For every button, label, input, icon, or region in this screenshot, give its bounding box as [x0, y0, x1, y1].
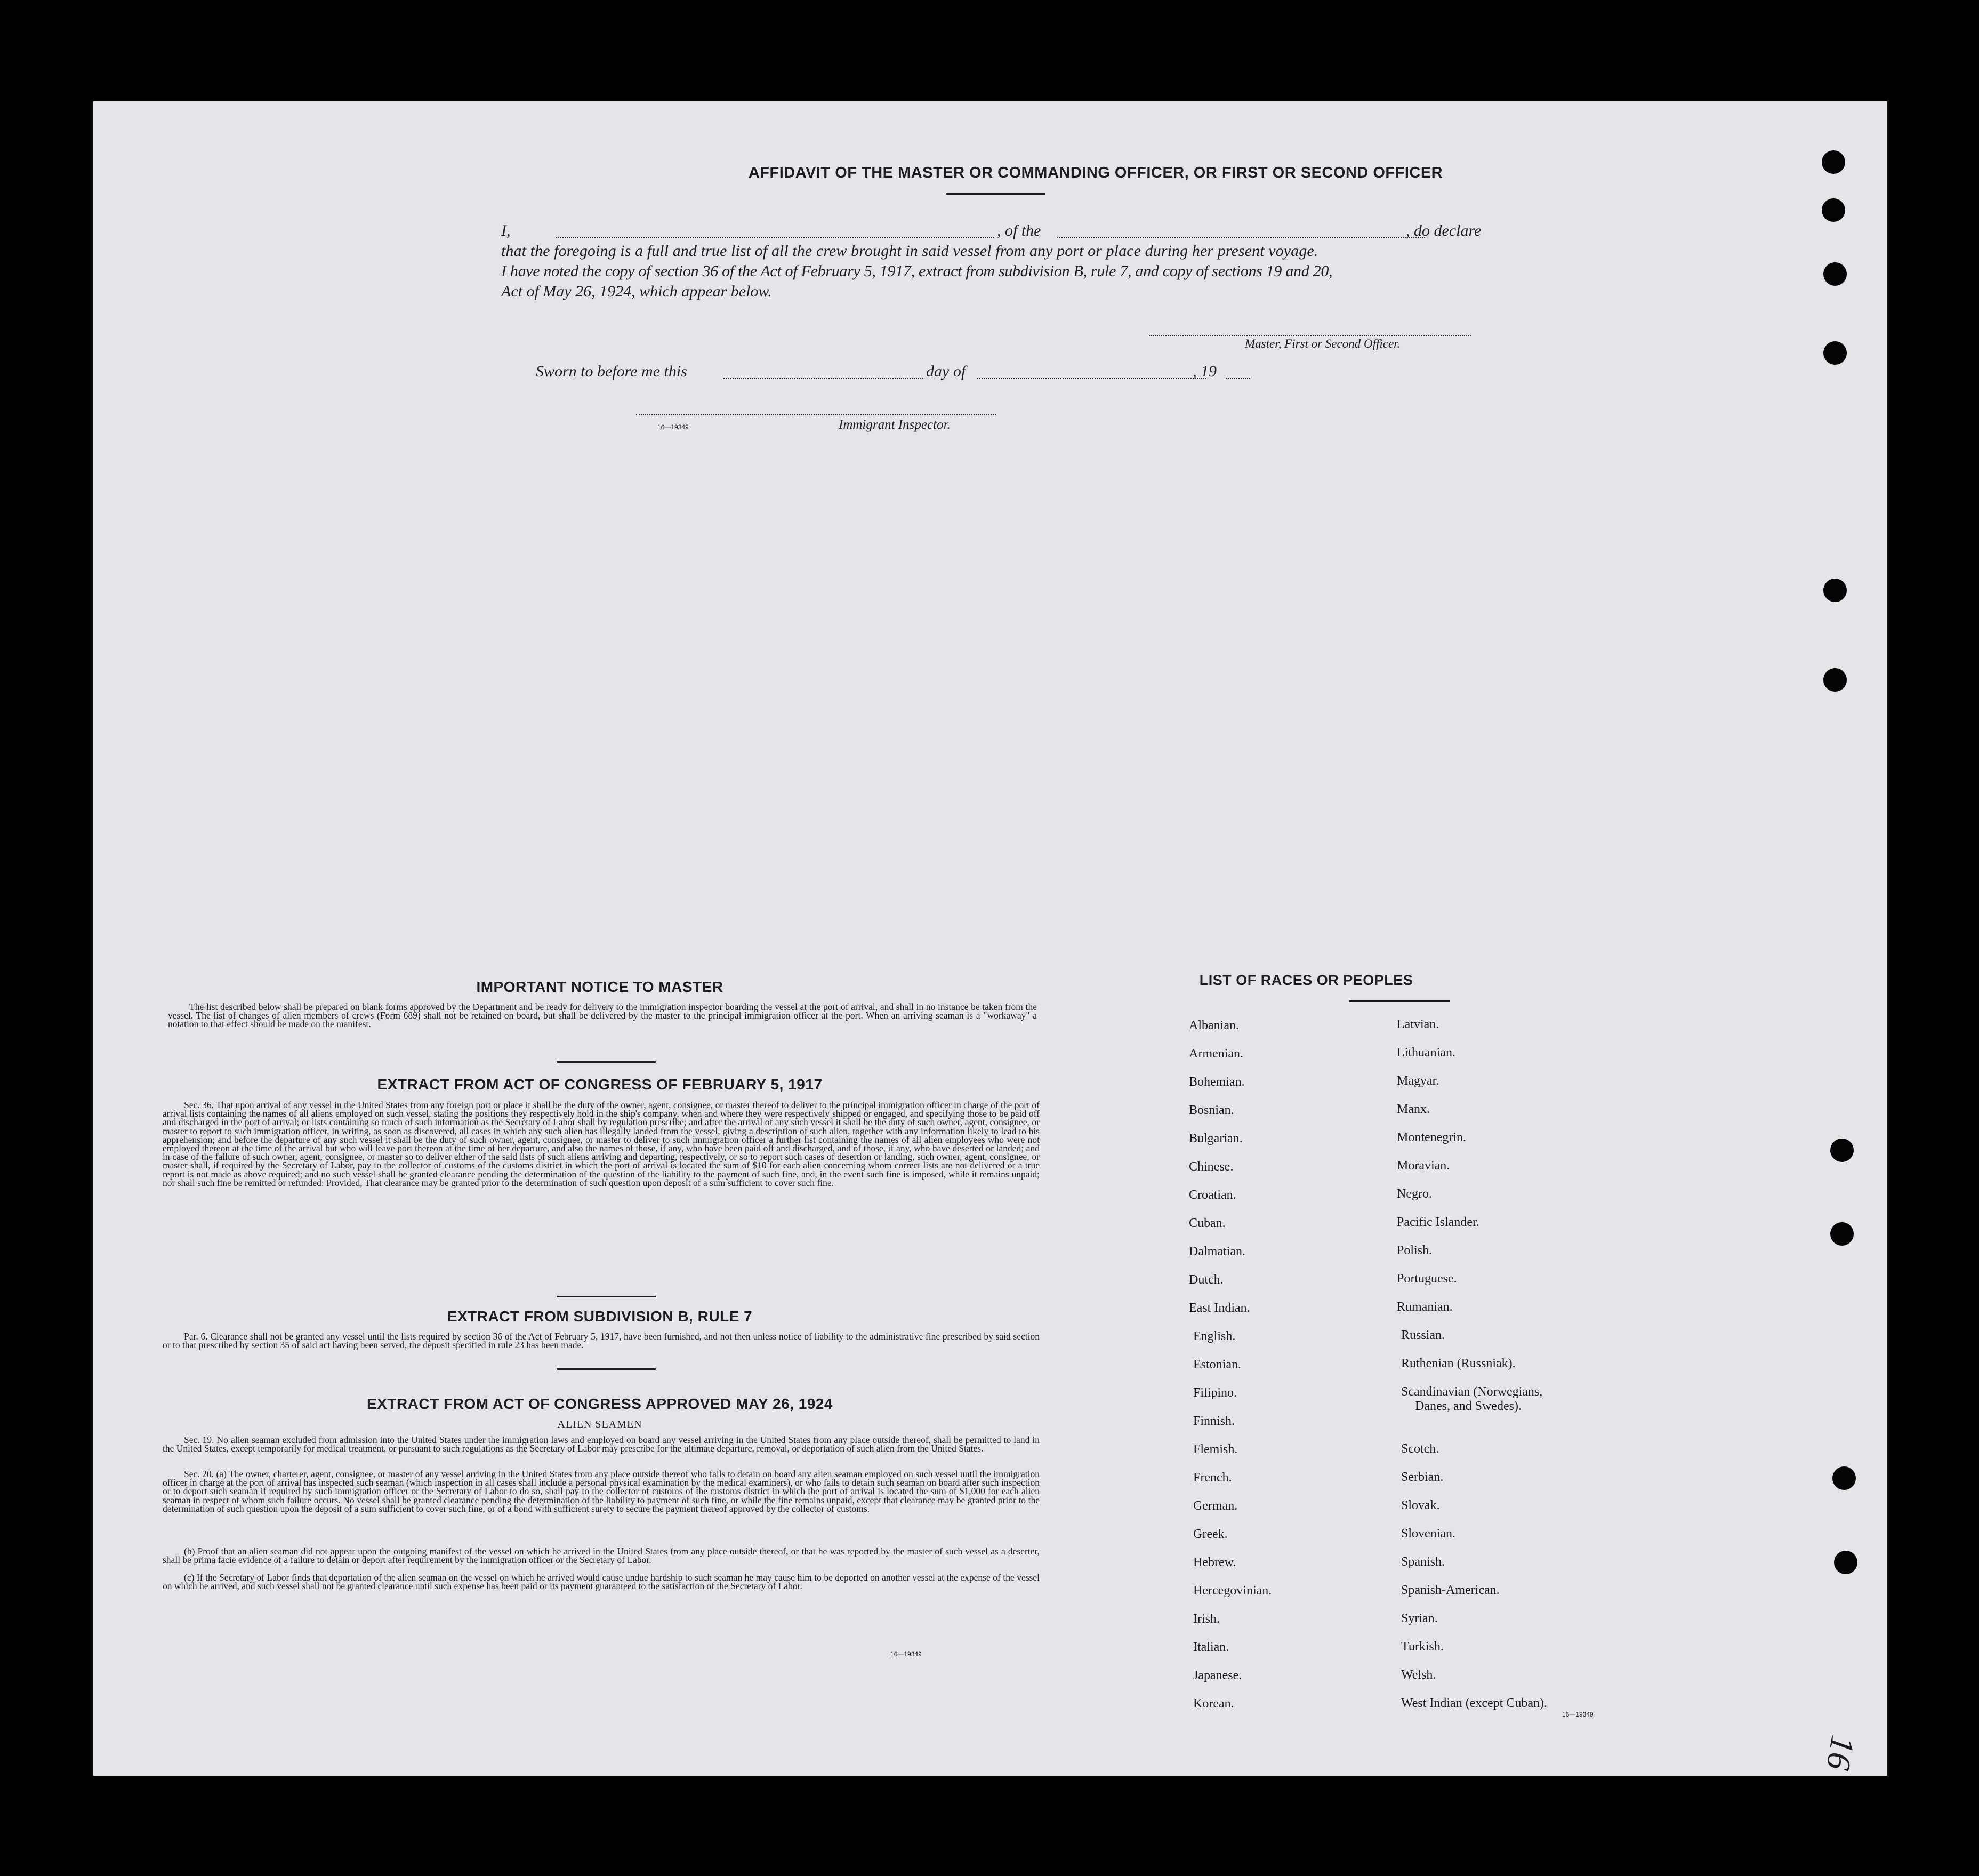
- extract-1924-sec20a: Sec. 20. (a) The owner, charterer, agent, consignee, or master of any vessel arriving in the United States from any place outside thereof who fails to detain on board any alien seaman employed on such vessel until the immigration officer in charge at the port of arrival has inspected such seaman (which inspection in all cases shall include a personal physical examination by the medical examiners), or who fails to detain such seaman on board after such inspection or to deport such seaman if required by such immigration officer or the Secretary of Labor to do so, shall pay to the collector of customs of the customs district in which the port of arrival is located the sum of $1,000 for each alien seaman in respect of whom such failure occurs. No vessel shall be granted clearance pending the determination of the liability to payment of such fine, or while the fine remains unpaid, except that clearance may be granted prior to the determination of such question upon the deposit of a sum sufficient to cover such fine, or of a bond with sufficient surety to secure the payment thereof approved by the collector of customs.: [163, 1469, 1040, 1514]
- subdivision-b-title: EXTRACT FROM SUBDIVISION B, RULE 7: [447, 1308, 753, 1325]
- notice-title: IMPORTANT NOTICE TO MASTER: [476, 979, 723, 995]
- race-item-left: Flemish.: [1193, 1442, 1238, 1456]
- race-item-right: Scotch.: [1401, 1442, 1439, 1456]
- race-item-right: Moravian.: [1397, 1159, 1450, 1173]
- master-name-field[interactable]: [556, 237, 994, 238]
- binder-hole: [1822, 150, 1845, 174]
- affidavit-line-2: that the foregoing is a full and true list of all the crew brought in said vessel from any port or place during her present voyage.: [501, 242, 1318, 260]
- races-title: LIST OF RACES OR PEOPLES: [1199, 972, 1413, 988]
- notice-text: The list described below shall be prepared on blank forms approved by the Department and be ready for delivery to the immigration inspector boarding the vessel at the port of arrival, and shall in no instance be taken from the vessel. The list of changes of alien members of crews (Form 689) shall not be retained on board, but shall be delivered by the master to the principal immigration officer at the port. When an arriving seaman is a "workaway" a notation to that effect should be made on the manifest.: [168, 1001, 1037, 1030]
- race-item-left: Italian.: [1193, 1640, 1229, 1654]
- signature-label: Master, First or Second Officer.: [1245, 337, 1401, 350]
- affidavit-of-the: , of the: [997, 222, 1041, 239]
- race-item-left: Irish.: [1193, 1612, 1220, 1626]
- race-item-left: Japanese.: [1193, 1669, 1242, 1682]
- extract-1924-sec19: Sec. 19. No alien seaman excluded from admission into the United States under the immigration laws and employed on board any vessel arriving in the United States from any place outside thereof, shall be permitted to land in the United States, except temporarily for medical treatment, or pursuant to such regulations as the Secretary of Labor may prescribe for the ultimate departure, removal, or deportation of such alien from the United States.: [163, 1434, 1040, 1454]
- alien-seamen-subtitle: ALIEN SEAMEN: [557, 1418, 642, 1430]
- race-item-right: Spanish.: [1401, 1555, 1445, 1569]
- race-item-right: Turkish.: [1401, 1640, 1444, 1654]
- race-item-right: Lithuanian.: [1397, 1046, 1455, 1060]
- race-item-right: Negro.: [1397, 1187, 1432, 1201]
- sworn-day-field[interactable]: [723, 378, 923, 379]
- races-title-rule: [1349, 1000, 1450, 1002]
- binder-hole: [1832, 1466, 1856, 1490]
- race-item-left: Croatian.: [1189, 1188, 1236, 1202]
- race-item-left: Hebrew.: [1193, 1556, 1236, 1569]
- race-item-left: Dalmatian.: [1189, 1245, 1245, 1258]
- race-item-left: Finnish.: [1193, 1414, 1235, 1428]
- race-item-left: Hercegovinian.: [1193, 1584, 1272, 1598]
- subdivision-b-text: Par. 6. Clearance shall not be granted any vessel until the lists required by section 36 of the Act of February 5, 1917, have been furnished, and not then unless notice of liability to the administrative fine prescribed by said section or to that prescribed by section 35 of said act having been served, the deposit specified in rule 23 has been made.: [163, 1331, 1040, 1351]
- race-item-right: Slovenian.: [1401, 1527, 1455, 1541]
- master-signature-field[interactable]: [1149, 335, 1471, 336]
- race-item-left: Estonian.: [1193, 1358, 1241, 1372]
- form-page: [93, 101, 1887, 1776]
- binder-hole: [1823, 341, 1847, 365]
- race-item-left: East Indian.: [1189, 1301, 1250, 1315]
- race-item-right: Ruthenian (Russniak).: [1401, 1357, 1516, 1370]
- extract-1924-form-code: 16—19349: [890, 1650, 922, 1658]
- race-item-right: Syrian.: [1401, 1612, 1438, 1625]
- notice-rule: [557, 1061, 656, 1063]
- extract-1924-title: EXTRACT FROM ACT OF CONGRESS APPROVED MAY 26, 1924: [367, 1396, 833, 1412]
- sworn-year: , 19: [1193, 363, 1217, 380]
- subdivision-b-rule: [557, 1368, 656, 1370]
- extract-1924-sec20b: (b) Proof that an alien seaman did not appear upon the outgoing manifest of the vessel on which he arrived in the United States from any place outside thereof, or that he was reported by the master of such vessel as a deserter, shall be prima facie evidence of a failure to detain or deport after requirement by the immigration officer or the Secretary of Labor.: [163, 1546, 1040, 1566]
- race-item-right: Slovak.: [1401, 1498, 1440, 1512]
- race-item-right: Rumanian.: [1397, 1300, 1453, 1314]
- race-item-right: Portuguese.: [1397, 1272, 1457, 1286]
- race-item-left: Bohemian.: [1189, 1075, 1245, 1089]
- race-item-left: Albanian.: [1189, 1019, 1239, 1032]
- sworn-month-field[interactable]: [977, 378, 1206, 379]
- race-item-right: Welsh.: [1401, 1668, 1436, 1682]
- race-item-right: Latvian.: [1397, 1017, 1439, 1031]
- sworn-day-of: day of: [926, 363, 966, 380]
- affidavit-i-label: I,: [501, 222, 511, 239]
- race-item-left: English.: [1193, 1329, 1236, 1343]
- race-item-right: Pacific Islander.: [1397, 1215, 1479, 1229]
- affidavit-line-3: I have noted the copy of section 36 of the Act of February 5, 1917, extract from subdivision B, rule 7, and copy of sections 19 and 20,: [501, 262, 1333, 280]
- race-item-right: Magyar.: [1397, 1074, 1439, 1088]
- race-item-left: French.: [1193, 1471, 1232, 1485]
- extract-1917-text: Sec. 36. That upon arrival of any vessel in the United States from any foreign port or place it shall be the duty of the owner, agent, consignee, or master thereof to deliver to the principal immigration officer in charge of the port of arrival lists containing the names of all aliens employed on such vessel, stating the positions they respectively hold in the ship's company, when and where they were respectively shipped or engaged, and specifying those to be paid off and discharged in the port of arrival; or lists containing so much of such information as the Secretary of Labor shall by regulation prescribe; and after the arrival of any such vessel it shall be the duty of such owner, agent, consignee, or master to report to such immigration officer, in writing, as soon as discovered, all cases in which any such alien has illegally landed from the vessel, giving a description of such alien, together with any information likely to lead to his apprehension; and before the departure of any such vessel it shall be the duty of such owner, agent, consignee, or master to deliver to such immigration officer a further list containing the names of all alien employees who were not employed thereon at the time of the arrival but who will leave port thereon at the time of her departure, and also the names of those, if any, who have been paid off and discharged, and of those, if any, who have deserted or landed; and in case of the failure of such owner, agent, consignee, or master so to deliver either of the said lists of such aliens arriving and departing, respectively, or so to report such cases of desertion or landing, such owner, agent, consignee, or master shall, if required by the Secretary of Labor, pay to the collector of customs of the customs district in which the port of arrival is located the sum of $10 for each alien concerning whom correct lists are not delivered or a true report is not made as above required; and no such vessel shall be granted clearance pending the determination of the question of the liability to the payment of such fine, and, in the event such fine is imposed, while it remains unpaid; nor shall such fine be remitted or refunded: Provided, That clearance may be granted prior to the determination of such question upon deposit of a sum sufficient to cover such fine.: [163, 1100, 1040, 1188]
- race-item-left: Armenian.: [1189, 1047, 1243, 1061]
- binder-hole: [1823, 262, 1847, 286]
- race-item-right: Montenegrin.: [1397, 1131, 1466, 1144]
- inspector-form-code: 16—19349: [657, 423, 689, 431]
- races-form-code: 16—19349: [1562, 1711, 1594, 1718]
- race-item-left: Cuban.: [1189, 1216, 1226, 1230]
- sworn-prefix: Sworn to before me this: [536, 363, 687, 380]
- race-item-right: Scandinavian (Norwegians,: [1401, 1385, 1543, 1399]
- binder-hole: [1822, 198, 1845, 222]
- race-item-right: Polish.: [1397, 1244, 1433, 1257]
- affidavit-line-4: Act of May 26, 1924, which appear below.: [501, 283, 772, 300]
- race-item-right: Spanish-American.: [1401, 1583, 1500, 1597]
- affidavit-line-1: [501, 222, 511, 240]
- affidavit-do-declare: , do declare: [1406, 222, 1482, 239]
- race-item-left: Bosnian.: [1189, 1103, 1234, 1117]
- binder-hole: [1830, 1222, 1854, 1246]
- affidavit-title-rule: [946, 193, 1045, 195]
- extract-1917-title: EXTRACT FROM ACT OF CONGRESS OF FEBRUARY 5, 1917: [377, 1076, 823, 1093]
- handwritten-page-number: 16: [1819, 1733, 1863, 1773]
- extract-1917-rule: [557, 1296, 656, 1297]
- extract-1924-sec20c: (c) If the Secretary of Labor finds that deportation of the alien seaman on the vessel on which he arrived would cause undue hardship to such seaman he may cause him to be deported on another vessel at the expense of the vessel on which he arrived, and such vessel shall not be granted clearance until such expense has been paid or its payment guaranteed to the satisfaction of the Secretary of Labor.: [163, 1572, 1040, 1592]
- race-item-right: Danes, and Swedes).: [1415, 1399, 1522, 1413]
- binder-hole: [1823, 579, 1847, 602]
- vessel-name-field[interactable]: [1057, 237, 1425, 238]
- inspector-signature-field[interactable]: [636, 414, 996, 415]
- binder-hole: [1830, 1139, 1854, 1162]
- race-item-right: Manx.: [1397, 1102, 1430, 1116]
- race-item-right: Russian.: [1401, 1328, 1445, 1342]
- race-item-left: German.: [1193, 1499, 1238, 1513]
- race-item-right: West Indian (except Cuban).: [1401, 1696, 1547, 1710]
- binder-hole: [1823, 668, 1847, 692]
- inspector-label: Immigrant Inspector.: [839, 418, 951, 432]
- race-item-right: Serbian.: [1401, 1470, 1444, 1484]
- race-item-left: Greek.: [1193, 1527, 1228, 1541]
- race-item-left: Dutch.: [1189, 1273, 1224, 1287]
- race-item-left: Bulgarian.: [1189, 1132, 1243, 1145]
- race-item-left: Korean.: [1193, 1697, 1234, 1711]
- sworn-year-field[interactable]: [1226, 378, 1250, 379]
- binder-hole: [1834, 1551, 1857, 1574]
- race-item-left: Filipino.: [1193, 1386, 1237, 1400]
- affidavit-title: AFFIDAVIT OF THE MASTER OR COMMANDING OFFICER, OR FIRST OR SECOND OFFICER: [748, 164, 1443, 181]
- race-item-left: Chinese.: [1189, 1160, 1234, 1174]
